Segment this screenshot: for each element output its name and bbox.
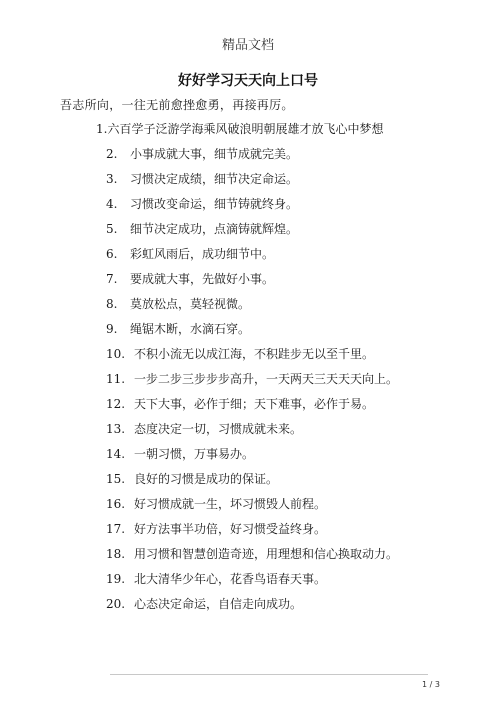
item-number: 10.	[106, 347, 126, 361]
item-number: 6.	[106, 247, 118, 261]
item-text: 一朝习惯，万事易办。	[134, 447, 255, 461]
page-number: 1 / 3	[422, 680, 440, 689]
item-text: 习惯改变命运，细节铸就终身。	[130, 197, 299, 211]
item-text: 用习惯和智慧创造奇迹，用理想和信心换取动力。	[134, 547, 399, 561]
item-number: 11.	[106, 372, 126, 386]
item-text: 好习惯成就一生，坏习惯毁人前程。	[134, 497, 327, 511]
item-text: 北大清华少年心，花香鸟语春天事。	[134, 572, 327, 586]
item-text: 莫放松点，莫轻视微。	[130, 297, 251, 311]
item-text: 不积小流无以成江海，不积跬步无以至千里。	[134, 347, 375, 361]
list-item	[106, 445, 254, 462]
list-item	[106, 320, 250, 337]
list-item	[106, 245, 274, 262]
page-header: 精品文档	[221, 38, 274, 53]
item-number: 8.	[106, 297, 118, 311]
item-number: 2.	[106, 147, 118, 161]
list-item	[106, 545, 398, 562]
list-item	[106, 270, 274, 287]
list-item	[106, 145, 298, 162]
item-text: 态度决定一切，习惯成就未来。	[134, 422, 303, 436]
list-item	[106, 470, 278, 487]
item-number: 19.	[106, 572, 126, 586]
item-number: 16.	[106, 497, 126, 511]
list-item	[96, 120, 383, 137]
item-number: 14.	[106, 447, 126, 461]
list-item	[106, 170, 298, 187]
list-item	[106, 370, 398, 387]
item-text: 一步二步三步步步高升，一天两天三天天天向上。	[134, 372, 399, 386]
item-number: 17.	[106, 522, 126, 536]
item-text: 心态决定命运，自信走向成功。	[134, 597, 303, 611]
list-item	[106, 520, 326, 537]
list-item	[106, 420, 302, 437]
list-item	[106, 570, 326, 587]
item-number: 5.	[106, 222, 118, 236]
item-number: 4.	[106, 197, 118, 211]
list-item	[106, 395, 374, 412]
item-text: 六百学子泛游学海乘风破浪明朝展雄才放飞心中梦想	[107, 122, 384, 136]
list-item	[106, 595, 302, 612]
document-title: 好好学习天天向上口号	[178, 73, 318, 89]
item-text: 彩虹风雨后，成功细节中。	[130, 247, 275, 261]
intro-line: 吾志所向，一往无前愈挫愈勇，再接再厉。	[60, 98, 294, 112]
list-item	[106, 195, 298, 212]
item-text: 小事成就大事，细节成就完美。	[130, 147, 299, 161]
list-item	[106, 495, 326, 512]
item-text: 绳锯木断，水滴石穿。	[130, 322, 251, 336]
list-item	[106, 295, 250, 312]
item-text: 细节决定成功，点滴铸就辉煌。	[130, 222, 299, 236]
footer-divider	[110, 674, 428, 675]
list-item	[106, 345, 374, 362]
item-number: 13.	[106, 422, 126, 436]
item-number: 20.	[106, 597, 126, 611]
item-number: 7.	[106, 272, 118, 286]
item-number: 9.	[106, 322, 118, 336]
item-text: 天下大事，必作于细；天下难事，必作于易。	[134, 397, 375, 411]
item-number: 15.	[106, 472, 126, 486]
item-number: 1.	[96, 122, 108, 136]
item-number: 18.	[106, 547, 126, 561]
list-item	[106, 220, 298, 237]
item-text: 要成就大事，先做好小事。	[130, 272, 275, 286]
item-number: 3.	[106, 172, 118, 186]
item-text: 良好的习惯是成功的保证。	[134, 472, 279, 486]
item-text: 习惯决定成绩，细节决定命运。	[130, 172, 299, 186]
item-text: 好方法事半功倍，好习惯受益终身。	[134, 522, 327, 536]
item-number: 12.	[106, 397, 126, 411]
